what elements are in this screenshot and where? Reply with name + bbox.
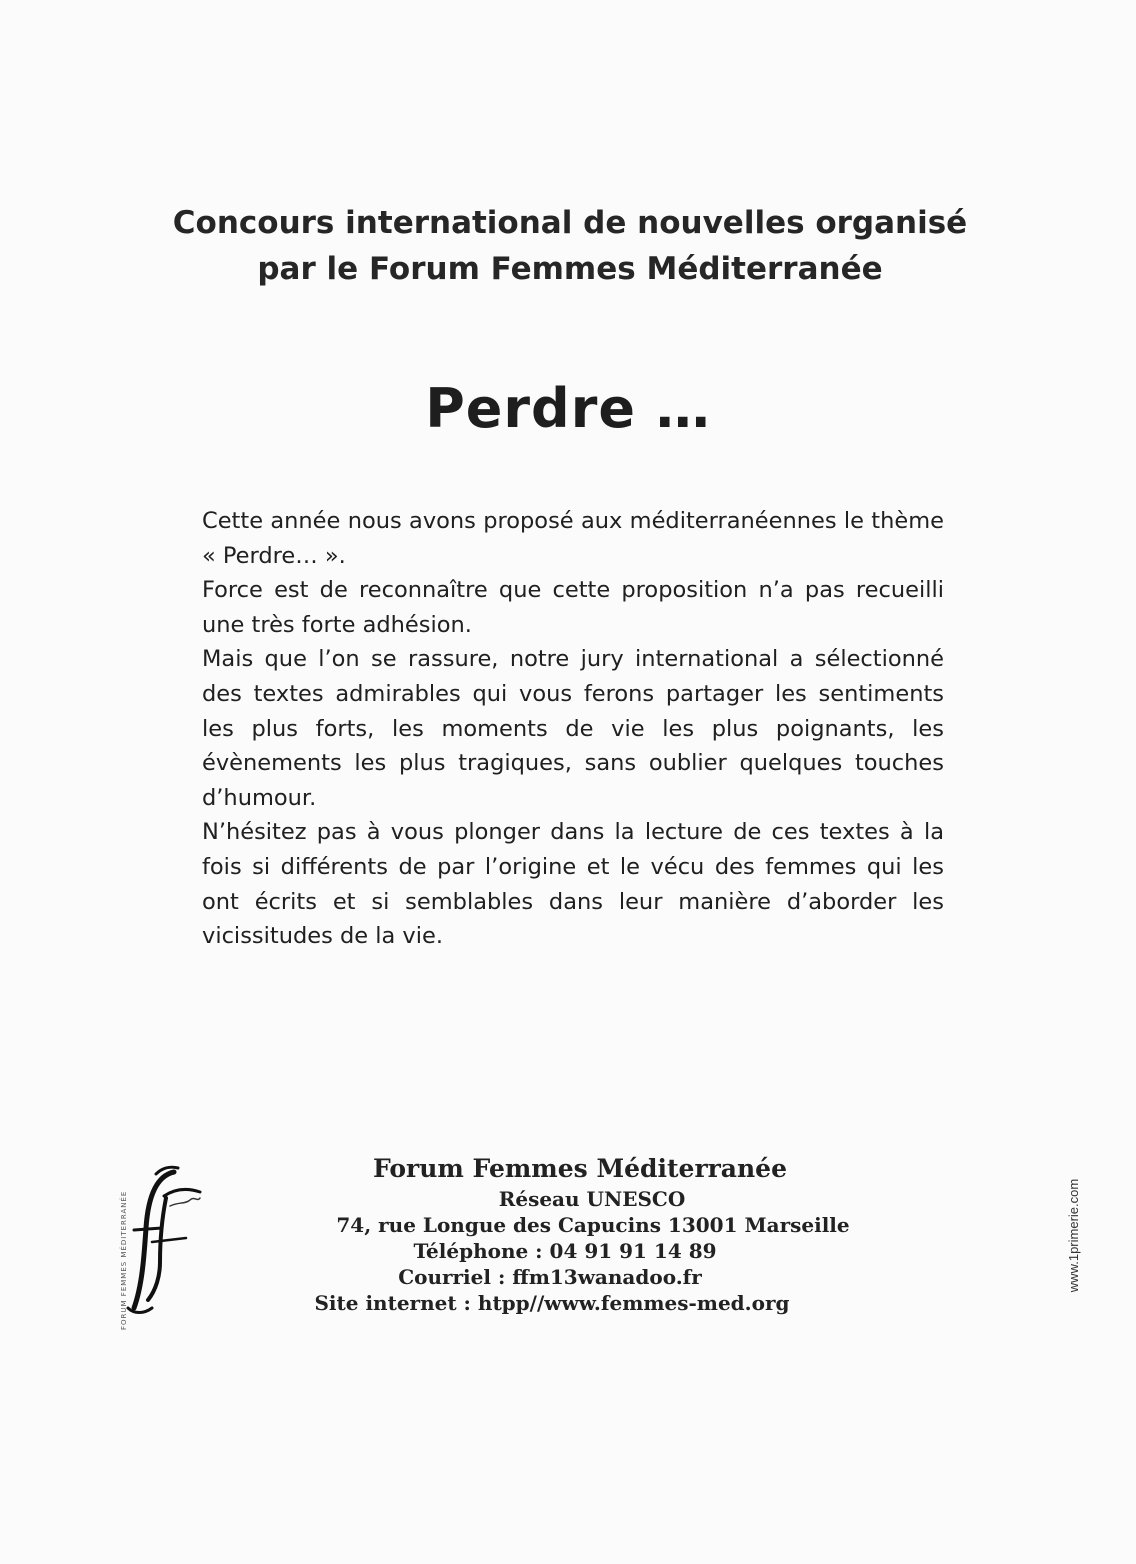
- header-line-1: Concours international de nouvelles organisé: [172, 205, 968, 241]
- footer-website: Site internet : htpp//www.femmes-med.org: [314, 1291, 790, 1315]
- footer-contact: [240, 1152, 940, 1316]
- paragraph: N’hésitez pas à vous plonger dans la lecture de ces textes à la fois si différents de par l’origine et le vécu des femmes qui les ont écrits et si semblables dans leur manière d’aborder les vicissitudes de la vie.: [202, 819, 944, 950]
- footer-network: Réseau UNESCO: [498, 1187, 686, 1211]
- body-text: [202, 504, 944, 954]
- header-line-2: par le Forum Femmes Méditerranée: [257, 251, 883, 287]
- side-label: [1034, 1160, 1114, 1310]
- side-label-text: www.1primerie.com: [1066, 1178, 1082, 1292]
- footer-org-name: Forum Femmes Méditerranée: [373, 1154, 787, 1183]
- page-title: Perdre …: [425, 377, 711, 440]
- document-header: [120, 200, 1020, 292]
- footer-email: Courriel : ffm13wanadoo.fr: [398, 1265, 702, 1289]
- footer-address: 74, rue Longue des Capucins 13001 Marseille: [336, 1213, 850, 1237]
- paragraph: Mais que l’on se rassure, notre jury international a sélectionné des textes admirables qui vous ferons partager les sentiments les plus forts, les moments de vie les plus poignants, les évènements les plus tragiques, sans oublier quelques touches d’humour.: [202, 646, 944, 811]
- logo-caption: FORUM FEMMES MÉDITERRANÉE: [120, 1190, 128, 1330]
- paragraph: Cette année nous avons proposé aux méditerranéennes le thème « Perdre… ».: [202, 508, 944, 569]
- footer-phone: Téléphone : 04 91 91 14 89: [413, 1239, 717, 1263]
- paragraph: Force est de reconnaître que cette proposition n’a pas recueilli une très forte adhésion.: [202, 577, 944, 638]
